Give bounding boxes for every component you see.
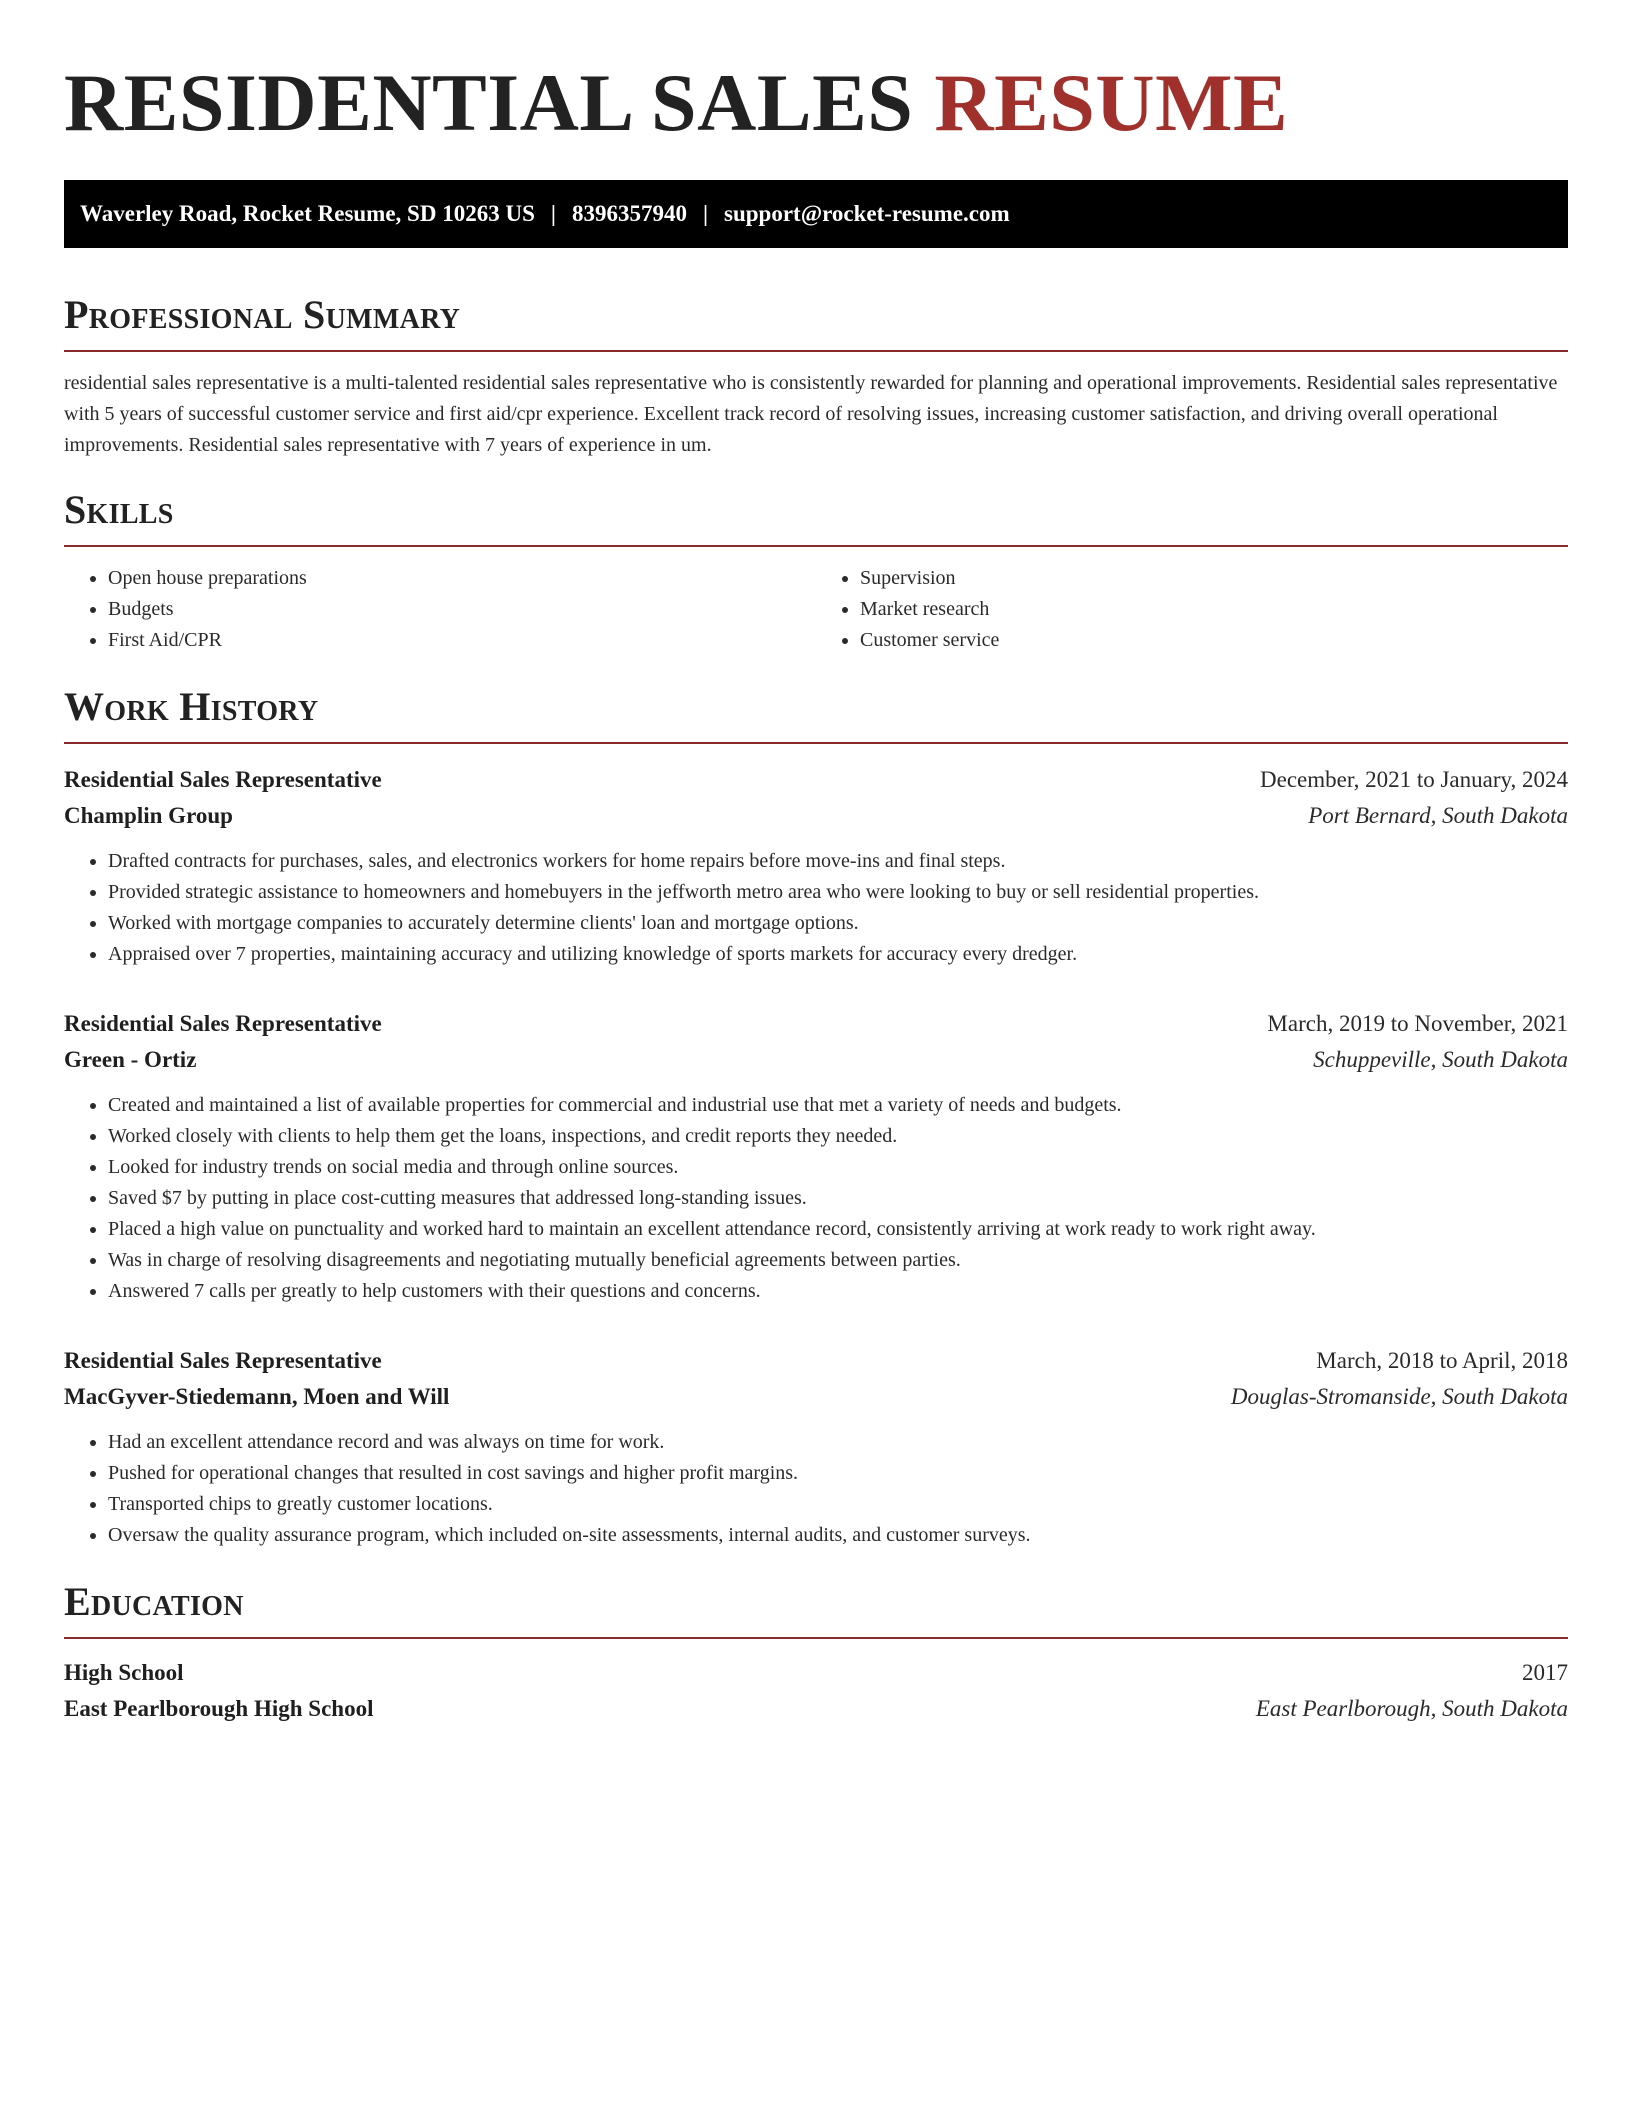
job-entry bbox=[64, 1343, 1568, 1551]
section-divider bbox=[64, 1637, 1568, 1639]
skills-list-left bbox=[64, 563, 816, 656]
job-location: Douglas-Stromanside, South Dakota bbox=[1230, 1384, 1568, 1409]
title-accent: RESUME bbox=[934, 57, 1289, 148]
education-degree-row bbox=[64, 1655, 1568, 1691]
section-divider bbox=[64, 742, 1568, 744]
skill-item: • Budgets bbox=[108, 594, 816, 625]
job-header-row bbox=[64, 1343, 1568, 1379]
job-bullet: • Provided strategic assistance to homeowners and homebuyers in the jeffworth metro area who were looking to buy or sell residential properties. bbox=[108, 877, 1568, 908]
job-bullet: • Worked closely with clients to help them get the loans, inspections, and credit reports they needed. bbox=[108, 1121, 1568, 1152]
contact-separator: | bbox=[550, 201, 556, 226]
job-bullet: • Worked with mortgage companies to accurately determine clients' loan and mortgage options. bbox=[108, 908, 1568, 939]
section-heading-summary: Professional Summary bbox=[64, 292, 461, 337]
title-main: RESIDENTIAL SALES bbox=[64, 57, 914, 148]
job-bullets bbox=[64, 1427, 1568, 1551]
skills-columns bbox=[64, 563, 1568, 656]
education-school: East Pearlborough High School bbox=[64, 1696, 374, 1721]
job-bullet: • Pushed for operational changes that resulted in cost savings and higher profit margins. bbox=[108, 1458, 1568, 1489]
job-bullet: • Looked for industry trends on social media and through online sources. bbox=[108, 1152, 1568, 1183]
section-heading-work: Work History bbox=[64, 684, 319, 729]
skill-item: • Market research bbox=[860, 594, 1568, 625]
job-company: Green - Ortiz bbox=[64, 1047, 197, 1072]
education-year: 2017 bbox=[1522, 1660, 1568, 1685]
skill-item: • First Aid/CPR bbox=[108, 625, 816, 656]
job-company: MacGyver-Stiedemann, Moen and Will bbox=[64, 1384, 450, 1409]
education-degree: High School bbox=[64, 1660, 184, 1685]
job-dates: December, 2021 to January, 2024 bbox=[1260, 767, 1568, 792]
education-entry bbox=[64, 1655, 1568, 1727]
resume-title bbox=[64, 56, 1568, 150]
education-school-row bbox=[64, 1691, 1568, 1727]
section-divider bbox=[64, 350, 1568, 352]
contact-phone: 8396357940 bbox=[571, 201, 687, 226]
contact-email: support@rocket-resume.com bbox=[724, 201, 1010, 226]
job-bullet: • Was in charge of resolving disagreements and negotiating mutually beneficial agreements between parties. bbox=[108, 1245, 1568, 1276]
section-divider bbox=[64, 545, 1568, 547]
job-bullet: • Oversaw the quality assurance program, which included on-site assessments, internal audits, and customer surveys. bbox=[108, 1520, 1568, 1551]
job-bullet: • Created and maintained a list of available properties for commercial and industrial use that met a variety of needs and budgets. bbox=[108, 1090, 1568, 1121]
job-location: Port Bernard, South Dakota bbox=[1308, 803, 1568, 828]
skill-item: • Supervision bbox=[860, 563, 1568, 594]
job-title: Residential Sales Representative bbox=[64, 1348, 382, 1373]
job-dates: March, 2018 to April, 2018 bbox=[1316, 1348, 1568, 1373]
skill-item: • Customer service bbox=[860, 625, 1568, 656]
work-history-section bbox=[64, 684, 1568, 1551]
skills-section bbox=[64, 487, 1568, 656]
job-bullets bbox=[64, 1090, 1568, 1307]
education-location: East Pearlborough, South Dakota bbox=[1255, 1696, 1568, 1721]
job-bullet: • Saved $7 by putting in place cost-cutting measures that addressed long-standing issues. bbox=[108, 1183, 1568, 1214]
job-company-row bbox=[64, 798, 1568, 834]
skills-list-right bbox=[816, 563, 1568, 656]
job-bullet: • Placed a high value on punctuality and worked hard to maintain an excellent attendance record, consistently arriving at work ready to work right away. bbox=[108, 1214, 1568, 1245]
skill-item: • Open house preparations bbox=[108, 563, 816, 594]
summary-text: residential sales representative is a multi-talented residential sales representative who is consistently rewarded for planning and operational improvements. Residential sales representative with 5 years of successful customer service and first aid/cpr experience. Excellent track record of resolving issues, increasing customer satisfaction, and driving overall operational improvements. Residential sales representative with 7 years of experience in um. bbox=[64, 372, 1558, 456]
education-section bbox=[64, 1579, 1568, 1727]
job-bullet: • Transported chips to greatly customer locations. bbox=[108, 1489, 1568, 1520]
resume-page bbox=[64, 0, 1568, 1727]
job-header-row bbox=[64, 762, 1568, 798]
contact-bar bbox=[64, 180, 1568, 248]
professional-summary-section bbox=[64, 292, 1568, 461]
job-dates: March, 2019 to November, 2021 bbox=[1267, 1011, 1568, 1036]
contact-separator: | bbox=[702, 201, 709, 226]
job-location: Schuppeville, South Dakota bbox=[1313, 1047, 1568, 1072]
job-header-row bbox=[64, 1006, 1568, 1042]
job-title: Residential Sales Representative bbox=[64, 767, 382, 792]
contact-address: Waverley Road, Rocket Resume, SD 10263 US bbox=[80, 201, 535, 226]
job-company-row bbox=[64, 1379, 1568, 1415]
section-heading-skills: Skills bbox=[64, 487, 174, 532]
job-bullet: • Had an excellent attendance record and was always on time for work. bbox=[108, 1427, 1568, 1458]
job-bullet: • Drafted contracts for purchases, sales, and electronics workers for home repairs before move-ins and final steps. bbox=[108, 846, 1568, 877]
job-bullet: • Appraised over 7 properties, maintaining accuracy and utilizing knowledge of sports markets for accuracy every dredger. bbox=[108, 939, 1568, 970]
job-entry bbox=[64, 1006, 1568, 1307]
section-heading-education: Education bbox=[64, 1579, 244, 1624]
job-company-row bbox=[64, 1042, 1568, 1078]
job-company: Champlin Group bbox=[64, 803, 233, 828]
job-title: Residential Sales Representative bbox=[64, 1011, 382, 1036]
job-bullet: • Answered 7 calls per greatly to help customers with their questions and concerns. bbox=[108, 1276, 1568, 1307]
job-bullets bbox=[64, 846, 1568, 970]
job-entry bbox=[64, 762, 1568, 970]
